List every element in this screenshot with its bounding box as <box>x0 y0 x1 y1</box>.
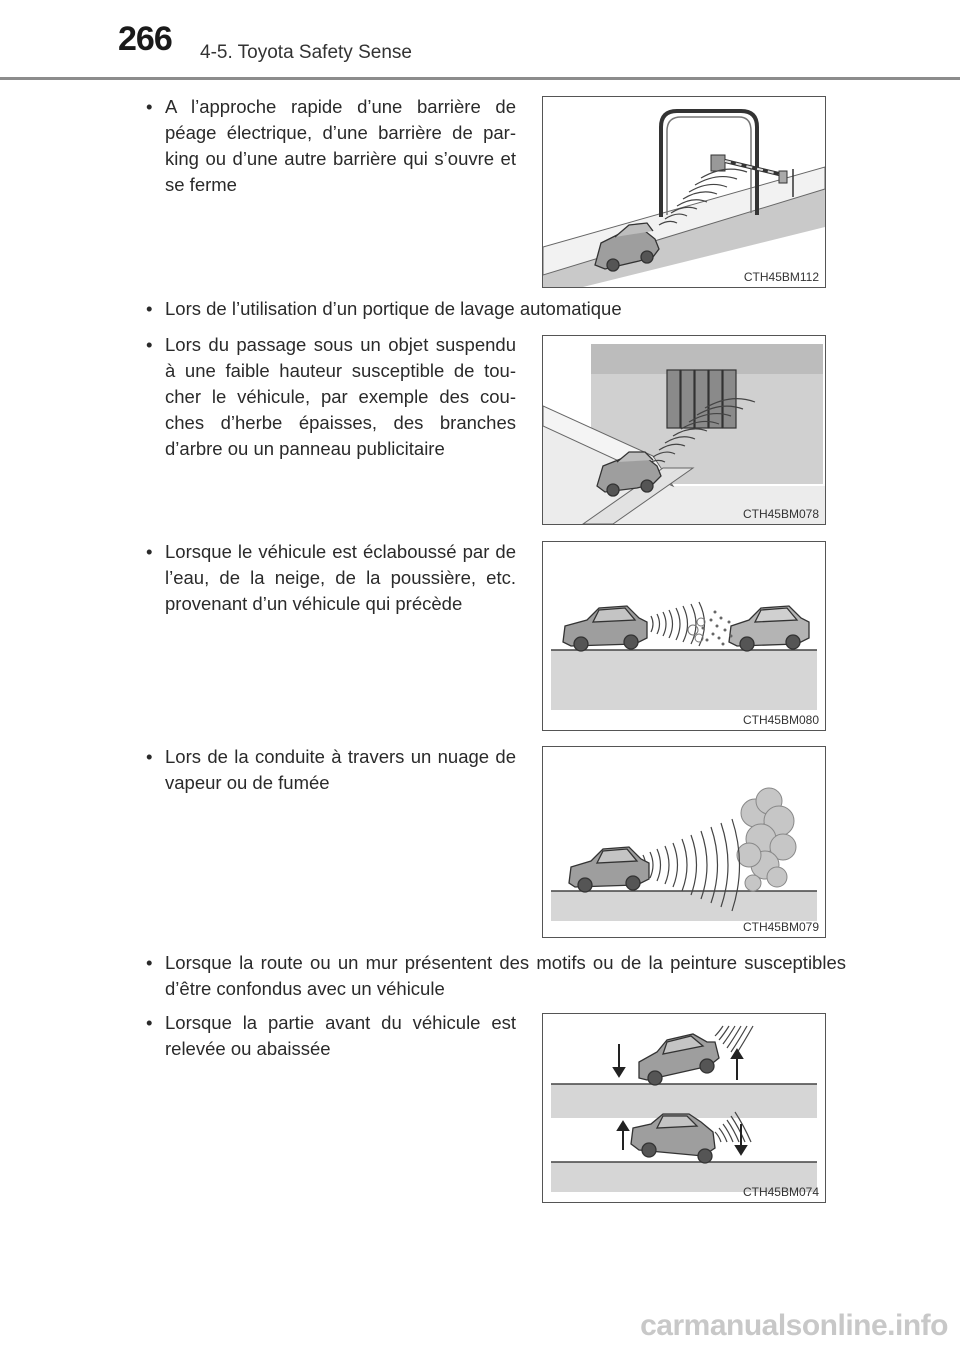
bullet-text: Lors de la conduite à travers un nuage de vapeur ou de fumée <box>165 746 516 793</box>
bullet-dot: • <box>146 1012 153 1033</box>
bullet-dot: • <box>146 298 153 319</box>
bullet-dot: • <box>146 334 153 355</box>
bullet-text: Lorsque la route ou un mur présentent des motifs ou de la peinture susceptibles d’être confondus avec un véhicule <box>165 952 846 999</box>
toll-barrier-illustration <box>543 97 825 287</box>
vehicle-pitch-illustration <box>543 1014 825 1202</box>
figure-code: CTH45BM079 <box>742 920 819 934</box>
bullet-item <box>146 950 846 1002</box>
bullet-item <box>146 1010 516 1062</box>
figure-code: CTH45BM080 <box>742 713 819 727</box>
bullet-text: Lorsque la partie avant du véhicule est relevée ou abaissée <box>165 1012 516 1059</box>
bullet-dot: • <box>146 952 153 973</box>
figure-pitch <box>542 1013 826 1203</box>
header-rule <box>0 77 960 80</box>
bullet-item <box>146 296 846 322</box>
page-number: 266 <box>118 20 172 58</box>
figure-toll-barrier <box>542 96 826 288</box>
page-header <box>0 0 960 80</box>
bullet-item <box>146 744 516 796</box>
watermark: carmanualsonline.info <box>640 1309 948 1342</box>
bullet-item <box>146 539 516 617</box>
figure-smoke <box>542 746 826 938</box>
smoke-illustration <box>543 747 825 937</box>
figure-splash <box>542 541 826 731</box>
bullet-text: A l’approche rapide d’une barrière de péage électrique, d’une barrière de par-king ou d’une autre barrière qui s’ouvre et se ferme <box>165 96 516 195</box>
figure-low-overhead <box>542 335 826 525</box>
section-title: 4-5. Toyota Safety Sense <box>200 42 412 63</box>
figure-code: CTH45BM078 <box>742 507 819 521</box>
figure-code: CTH45BM074 <box>742 1185 819 1199</box>
bullet-text: Lors du passage sous un objet suspendu à une faible hauteur susceptible de tou-cher le véhicule, par exemple des cou-ches d’herbe épaisses, des branches d’arbre ou un panneau publicitaire <box>165 334 516 459</box>
low-overhead-illustration <box>543 336 825 524</box>
figure-code: CTH45BM112 <box>743 270 819 284</box>
bullet-dot: • <box>146 96 153 117</box>
bullet-dot: • <box>146 541 153 562</box>
bullet-dot: • <box>146 746 153 767</box>
bullet-item <box>146 94 516 198</box>
bullet-item <box>146 332 516 462</box>
bullet-text: Lors de l’utilisation d’un portique de lavage automatique <box>165 298 622 319</box>
bullet-text: Lorsque le véhicule est éclaboussé par de l’eau, de la neige, de la poussière, etc. provenant d’un véhicule qui précède <box>165 541 516 614</box>
splash-illustration <box>543 542 825 730</box>
